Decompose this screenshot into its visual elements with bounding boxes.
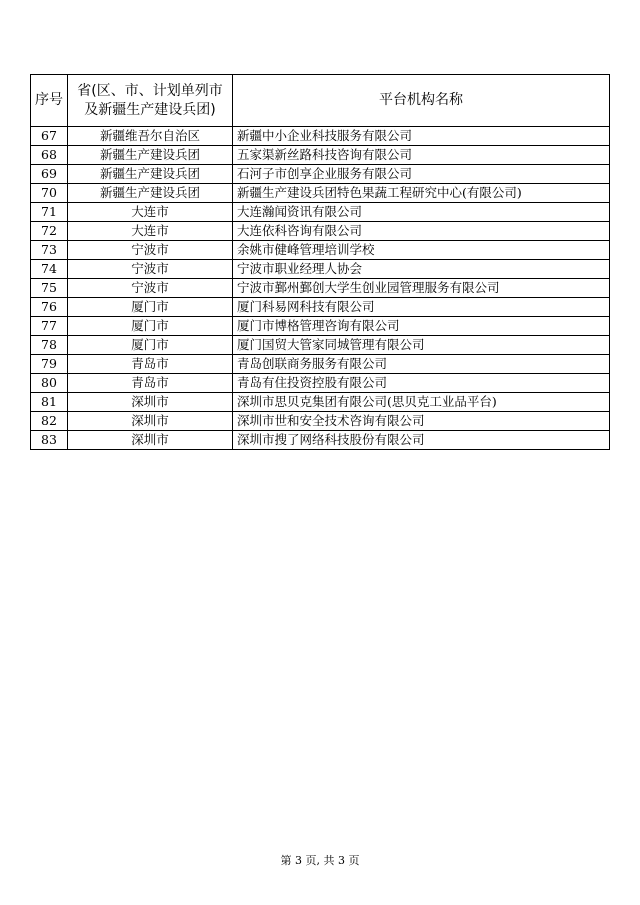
cell-platform-name: 深圳市搜了网络科技股份有限公司 [233,431,610,450]
cell-province: 大连市 [68,203,233,222]
table-row [31,374,610,393]
table-row [31,279,610,298]
table-row [31,317,610,336]
cell-serial-number: 79 [31,355,68,374]
table-row [31,241,610,260]
cell-province: 厦门市 [68,317,233,336]
cell-platform-name: 新疆中小企业科技服务有限公司 [233,127,610,146]
cell-serial-number: 67 [31,127,68,146]
cell-platform-name: 深圳市思贝克集团有限公司(思贝克工业品平台) [233,393,610,412]
cell-serial-number: 82 [31,412,68,431]
cell-platform-name: 厦门国贸大管家同城管理有限公司 [233,336,610,355]
cell-platform-name: 青岛创联商务服务有限公司 [233,355,610,374]
cell-province: 青岛市 [68,374,233,393]
table-row [31,203,610,222]
cell-serial-number: 71 [31,203,68,222]
cell-platform-name: 余姚市健峰管理培训学校 [233,241,610,260]
cell-province: 新疆生产建设兵团 [68,146,233,165]
cell-platform-name: 厦门科易网科技有限公司 [233,298,610,317]
cell-serial-number: 83 [31,431,68,450]
table-header-row [31,75,610,127]
table-row [31,165,610,184]
cell-province: 新疆生产建设兵团 [68,184,233,203]
cell-serial-number: 77 [31,317,68,336]
cell-serial-number: 74 [31,260,68,279]
cell-platform-name: 大连依科咨询有限公司 [233,222,610,241]
cell-serial-number: 78 [31,336,68,355]
page-footer: 第 3 页, 共 3 页 [280,854,360,867]
header-platform-name: 平台机构名称 [233,75,610,127]
cell-province: 深圳市 [68,393,233,412]
table-row [31,355,610,374]
cell-province: 宁波市 [68,260,233,279]
table-row [31,260,610,279]
table-body [31,127,610,450]
cell-serial-number: 68 [31,146,68,165]
cell-platform-name: 宁波市职业经理人协会 [233,260,610,279]
cell-province: 宁波市 [68,279,233,298]
cell-province: 青岛市 [68,355,233,374]
cell-serial-number: 69 [31,165,68,184]
header-province-line2: 及新疆生产建设兵团) [84,101,216,118]
cell-province: 新疆维吾尔自治区 [68,127,233,146]
header-province-line1: 省(区、市、计划单列市 [77,82,223,99]
cell-province: 深圳市 [68,431,233,450]
cell-serial-number: 73 [31,241,68,260]
table-row [31,127,610,146]
cell-serial-number: 75 [31,279,68,298]
cell-province: 厦门市 [68,336,233,355]
table-row [31,431,610,450]
table-row [31,298,610,317]
institution-table [30,74,610,450]
cell-serial-number: 72 [31,222,68,241]
header-province [68,75,233,127]
cell-serial-number: 81 [31,393,68,412]
table-row [31,184,610,203]
cell-serial-number: 70 [31,184,68,203]
cell-platform-name: 宁波市鄞州鄞创大学生创业园管理服务有限公司 [233,279,610,298]
table-row [31,412,610,431]
table-row [31,146,610,165]
cell-platform-name: 新疆生产建设兵团特色果蔬工程研究中心(有限公司) [233,184,610,203]
cell-platform-name: 深圳市世和安全技术咨询有限公司 [233,412,610,431]
table-row [31,222,610,241]
cell-province: 宁波市 [68,241,233,260]
cell-platform-name: 五家渠新丝路科技咨询有限公司 [233,146,610,165]
table-row [31,336,610,355]
cell-serial-number: 80 [31,374,68,393]
cell-platform-name: 大连瀚闻资讯有限公司 [233,203,610,222]
cell-platform-name: 青岛有住投资控股有限公司 [233,374,610,393]
cell-serial-number: 76 [31,298,68,317]
cell-platform-name: 厦门市博格管理咨询有限公司 [233,317,610,336]
cell-province: 厦门市 [68,298,233,317]
cell-province: 新疆生产建设兵团 [68,165,233,184]
header-serial-number: 序号 [31,75,68,127]
cell-platform-name: 石河子市创享企业服务有限公司 [233,165,610,184]
cell-province: 深圳市 [68,412,233,431]
cell-province: 大连市 [68,222,233,241]
table-row [31,393,610,412]
